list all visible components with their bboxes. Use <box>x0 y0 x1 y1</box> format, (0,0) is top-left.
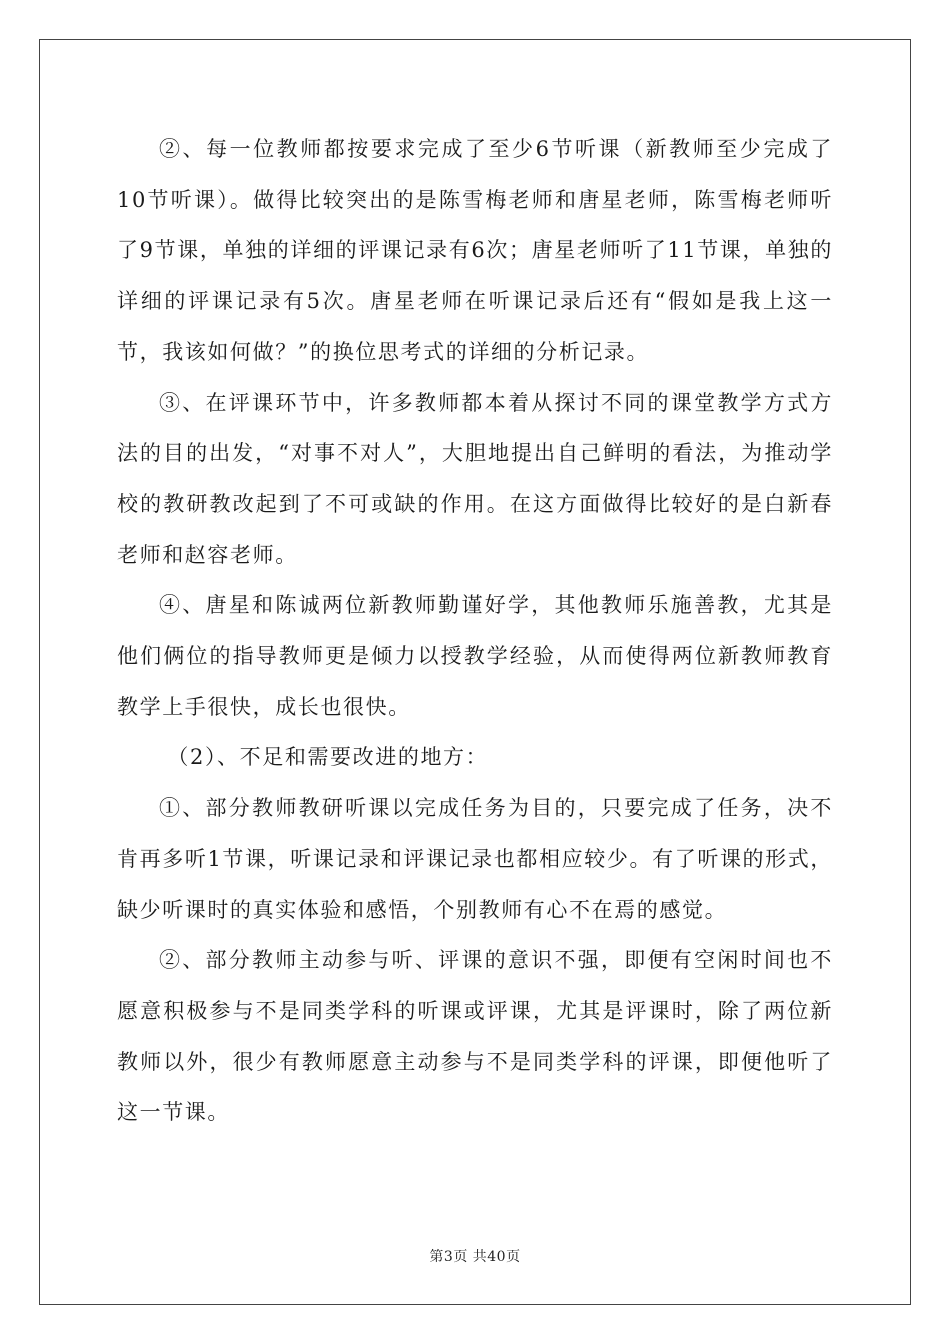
page-number-footer: 第3页 共40页 <box>429 1249 521 1265</box>
paragraph-4-achievement: ④、唐星和陈诚两位新教师勤谨好学，其他教师乐施善教，尤其是他们俩位的指导教师更是倾力以授教学经验，从而使得两位新教师教育教学上手很快，成长也很快。 <box>117 593 833 719</box>
paragraph-1-shortcoming: ①、部分教师教研听课以完成任务为目的，只要完成了任务，决不肯再多听1节课，听课记录和评课记录也都相应较少。有了听课的形式，缺少听课时的真实体验和感悟，个别教师有心不在焉的感觉。 <box>117 796 833 922</box>
document-body <box>117 124 833 1138</box>
paragraph-2-shortcoming: ②、部分教师主动参与听、评课的意识不强，即便有空闲时间也不愿意积极参与不是同类学科的听课或评课，尤其是评课时，除了两位新教师以外，很少有教师愿意主动参与不是同类学科的评课，即便他听了这一节课。 <box>117 948 833 1125</box>
paragraph-2-achievement: ②、每一位教师都按要求完成了至少6节听课（新教师至少完成了10节听课）。做得比较突出的是陈雪梅老师和唐星老师，陈雪梅老师听了9节课，单独的详细的评课记录有6次；唐星老师听了11节课，单独的详细的评课记录有5次。唐星老师在听课记录后还有“假如是我上这一节，我该如何做？”的换位思考式的详细的分析记录。 <box>117 137 833 364</box>
section-heading-shortcomings: （2）、不足和需要改进的地方： <box>167 745 489 770</box>
paragraph-3-achievement: ③、在评课环节中，许多教师都本着从探讨不同的课堂教学方式方法的目的出发，“对事不对人”，大胆地提出自己鲜明的看法，为推动学校的教研教改起到了不可或缺的作用。在这方面做得比较好的是白新春老师和赵容老师。 <box>117 390 833 567</box>
